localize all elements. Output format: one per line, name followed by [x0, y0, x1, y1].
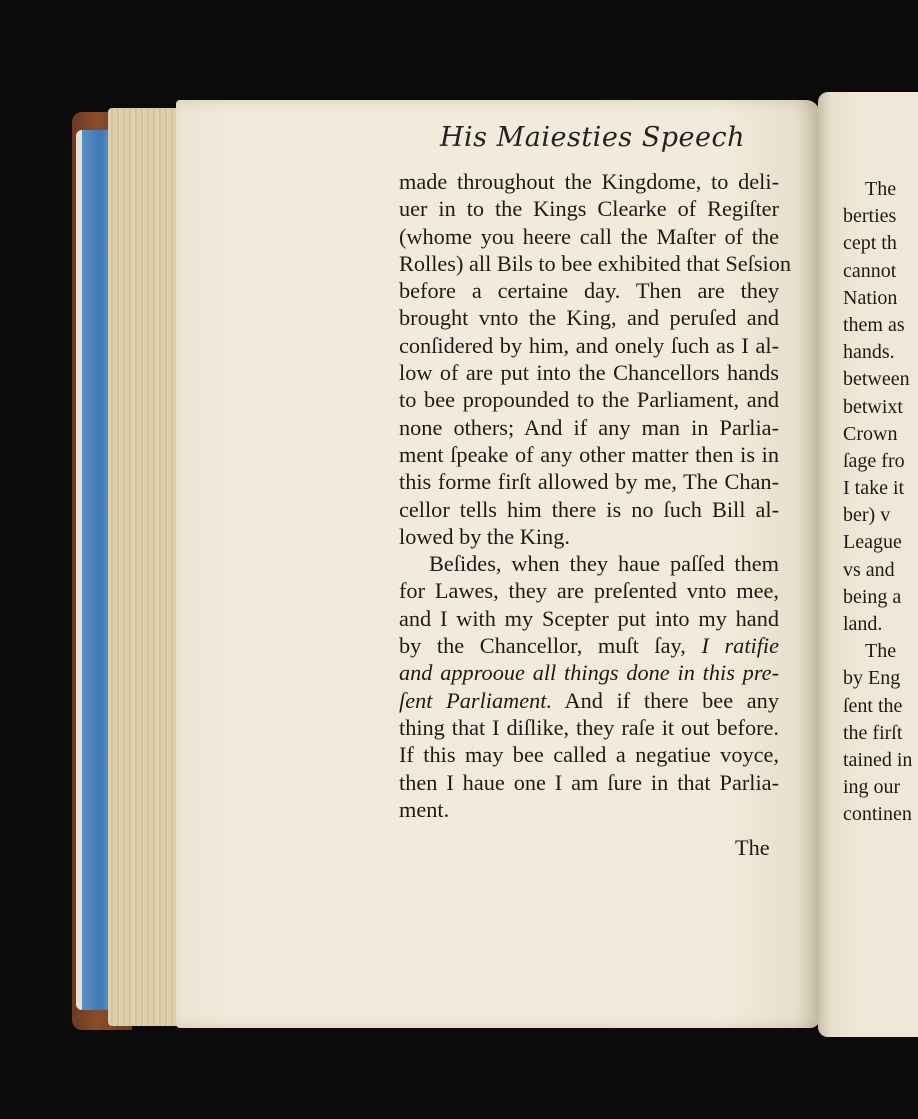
text-segment: And if there bee any — [564, 687, 779, 713]
text-line: none others; And if any man in Parlia- — [399, 414, 779, 440]
text-line — [399, 632, 779, 659]
text-line: being a — [843, 585, 902, 608]
text-line: tained in — [843, 748, 913, 771]
text-line: ing our — [843, 776, 901, 799]
text-line: cellor tells him there is no ſuch Bill al- — [399, 496, 779, 522]
text-line: League — [843, 531, 902, 554]
text-line: lowed by the King. — [399, 523, 570, 549]
text-line: this forme firſt allowed by me, The Chan- — [399, 469, 779, 495]
text-line: low of are put into the Chancellors hands — [399, 360, 779, 386]
text-line: for Lawes, they are preſented vnto mee, — [399, 578, 779, 604]
running-header: His Maiesties Speech — [440, 122, 745, 153]
page-body — [399, 168, 792, 823]
text-line — [399, 687, 779, 714]
text-line: then I haue one I am ſure in that Parlia- — [399, 769, 779, 795]
text-line: the firſt — [843, 721, 903, 744]
text-line: land. — [843, 613, 883, 635]
text-line: ſent the — [843, 694, 903, 717]
text-line: ber) v — [843, 504, 891, 527]
text-line: vs and — [843, 558, 895, 581]
text-line: Crown — [843, 422, 898, 445]
text-line: uer in to the Kings Clearke of Regiſter — [399, 196, 779, 222]
text-line: Nation — [843, 286, 898, 309]
text-line: I take it — [843, 477, 905, 500]
text-line: between — [843, 368, 910, 391]
text-line: berties — [843, 205, 897, 228]
text-line: ment ſpeake of any other matter then is in — [399, 441, 779, 467]
text-line: Rolles) all Bils to bee exhibited that Seſsion — [399, 250, 792, 276]
text-line: before a certaine day. Then are they — [399, 278, 779, 304]
text-line: conſidered by him, and onely ſuch as I al- — [399, 332, 779, 358]
right-page-text — [843, 176, 913, 829]
text-line-italic: and approoue all things done in this pre- — [399, 660, 779, 686]
text-line: cannot — [843, 259, 897, 282]
text-line: thing that I diſlike, they raſe it out before. — [399, 714, 779, 740]
text-line: The — [865, 640, 897, 663]
text-line: continen — [843, 803, 912, 826]
text-line: by Eng — [843, 667, 901, 690]
italic-text: ſent Parliament. — [399, 687, 553, 713]
text-line: made throughout the Kingdome, to deli- — [399, 169, 779, 194]
text-line: hands. — [843, 341, 895, 364]
text-line: If this may bee called a negatiue voyce, — [399, 742, 779, 768]
text-line: ſage fro — [843, 449, 905, 472]
text-line: betwixt — [843, 395, 903, 418]
text-line: Beſides, when they haue paſſed them — [429, 551, 779, 577]
text-line: and I with my Scepter put into my hand — [399, 605, 779, 631]
text-line: cept th — [843, 232, 897, 255]
text-line: brought vnto the King, and peruſed and — [399, 305, 779, 331]
text-line: The — [865, 178, 897, 200]
catchword: The — [735, 835, 770, 860]
text-line: (whome you heere call the Maſter of the — [399, 223, 779, 249]
text-segment: by the Chancellor, muſt ſay, — [399, 633, 686, 659]
italic-text: I ratifie — [701, 633, 779, 659]
text-line: ment. — [399, 796, 450, 822]
text-line: them as — [843, 313, 905, 336]
text-line: to bee propounded to the Parliament, and — [399, 387, 779, 413]
